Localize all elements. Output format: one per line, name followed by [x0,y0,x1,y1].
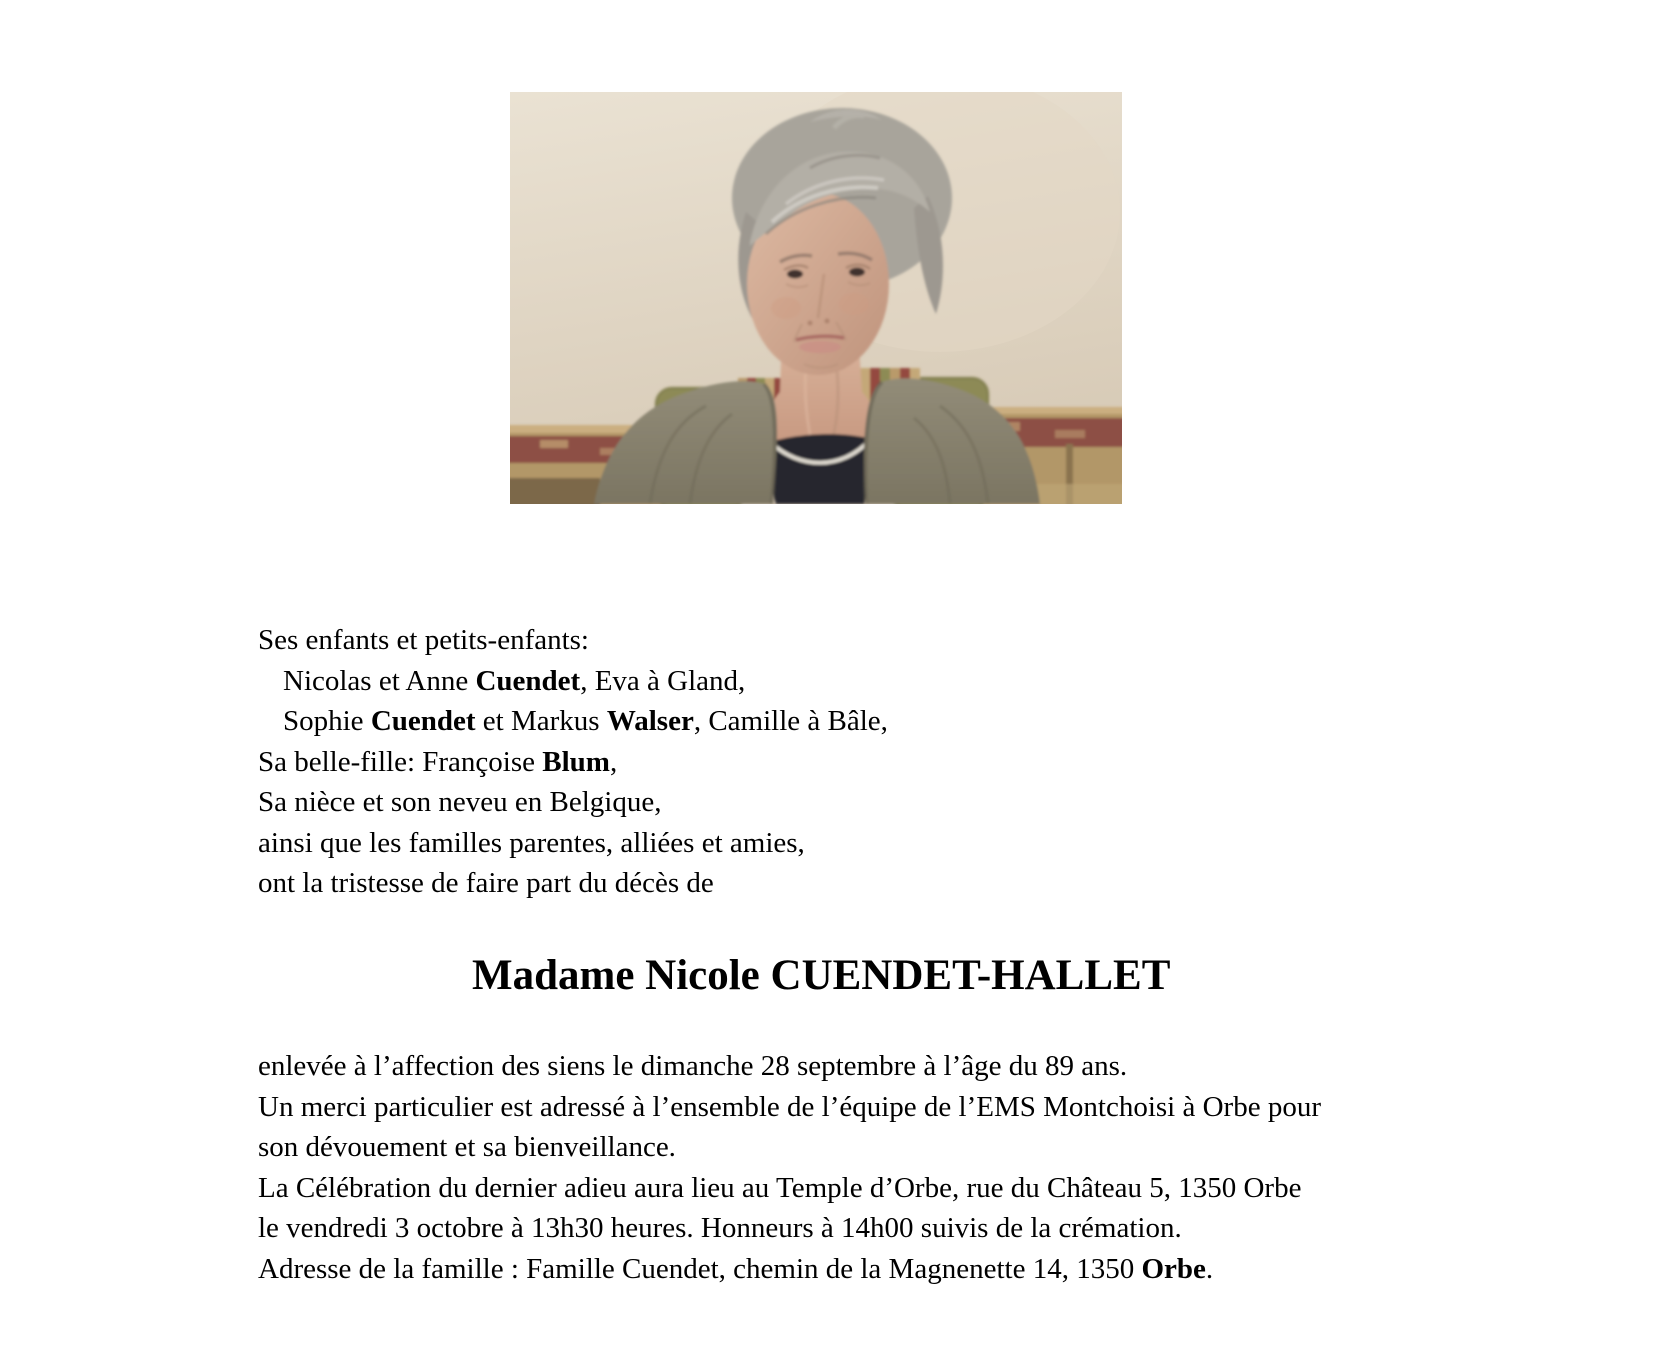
funeral-details-paragraph [258,1046,1321,1289]
text-segment: enlevée à l’affection des siens le dimanche 28 septembre à l’âge du 89 ans. [258,1050,1128,1082]
text-segment: son dévouement et sa bienveillance. [258,1131,676,1163]
family-line-1 [258,620,888,661]
portrait-photo-art [510,92,1122,504]
text-segment-bold: Walser [606,705,694,737]
deceased-name-title: Madame Nicole CUENDET-HALLET [472,952,1171,999]
family-paragraph [258,620,888,904]
family-line-7 [258,863,888,904]
text-segment: ont la tristesse de faire part du décès de [258,867,714,899]
family-line-6 [258,823,888,864]
text-segment: Adresse de la famille : Famille Cuendet, chemin de la Magnenette 14, 1350 [258,1252,1142,1285]
text-segment: Nicolas et Anne [283,664,476,697]
family-line-5 [258,782,888,823]
text-segment: Sa nièce et son neveu en Belgique, [258,786,662,818]
detail-line-1 [258,1046,1321,1087]
text-segment-bold: Blum [542,745,610,778]
family-line-2 [258,661,888,702]
detail-line-3 [258,1127,1321,1168]
family-line-4 [258,742,888,783]
text-segment: Sophie [283,705,371,737]
text-segment: Un merci particulier est adressé à l’ensemble de l’équipe de l’EMS Montchoisi à Orbe pour [258,1090,1321,1123]
photo-dark-top [760,434,880,504]
text-segment: La Célébration du dernier adieu aura lieu au Temple d’Orbe, rue du Château 5, 1350 Orbe [258,1171,1302,1204]
text-segment: et Markus [475,705,607,737]
text-segment: , Camille à Bâle, [693,705,888,737]
text-segment: Ses enfants et petits-enfants: [258,624,589,656]
text-segment: Sa belle-fille: Françoise [258,745,543,778]
detail-line-4 [258,1168,1321,1209]
text-segment-bold: Orbe [1141,1252,1206,1285]
detail-line-5 [258,1208,1321,1249]
family-line-3 [258,701,888,742]
text-segment: le vendredi 3 octobre à 13h30 heures. Honneurs à 14h00 suivis de la crémation. [258,1212,1182,1244]
portrait-photo [510,92,1122,504]
text-segment: ainsi que les familles parentes, alliées et amies, [258,826,805,859]
text-segment: , Eva à Gland, [580,664,746,697]
text-segment: . [1205,1252,1214,1285]
detail-line-6 [258,1249,1321,1290]
text-segment: , [609,745,618,778]
text-segment-bold: Cuendet [475,664,581,697]
detail-line-2 [258,1087,1321,1128]
text-segment-bold: Cuendet [370,705,476,737]
